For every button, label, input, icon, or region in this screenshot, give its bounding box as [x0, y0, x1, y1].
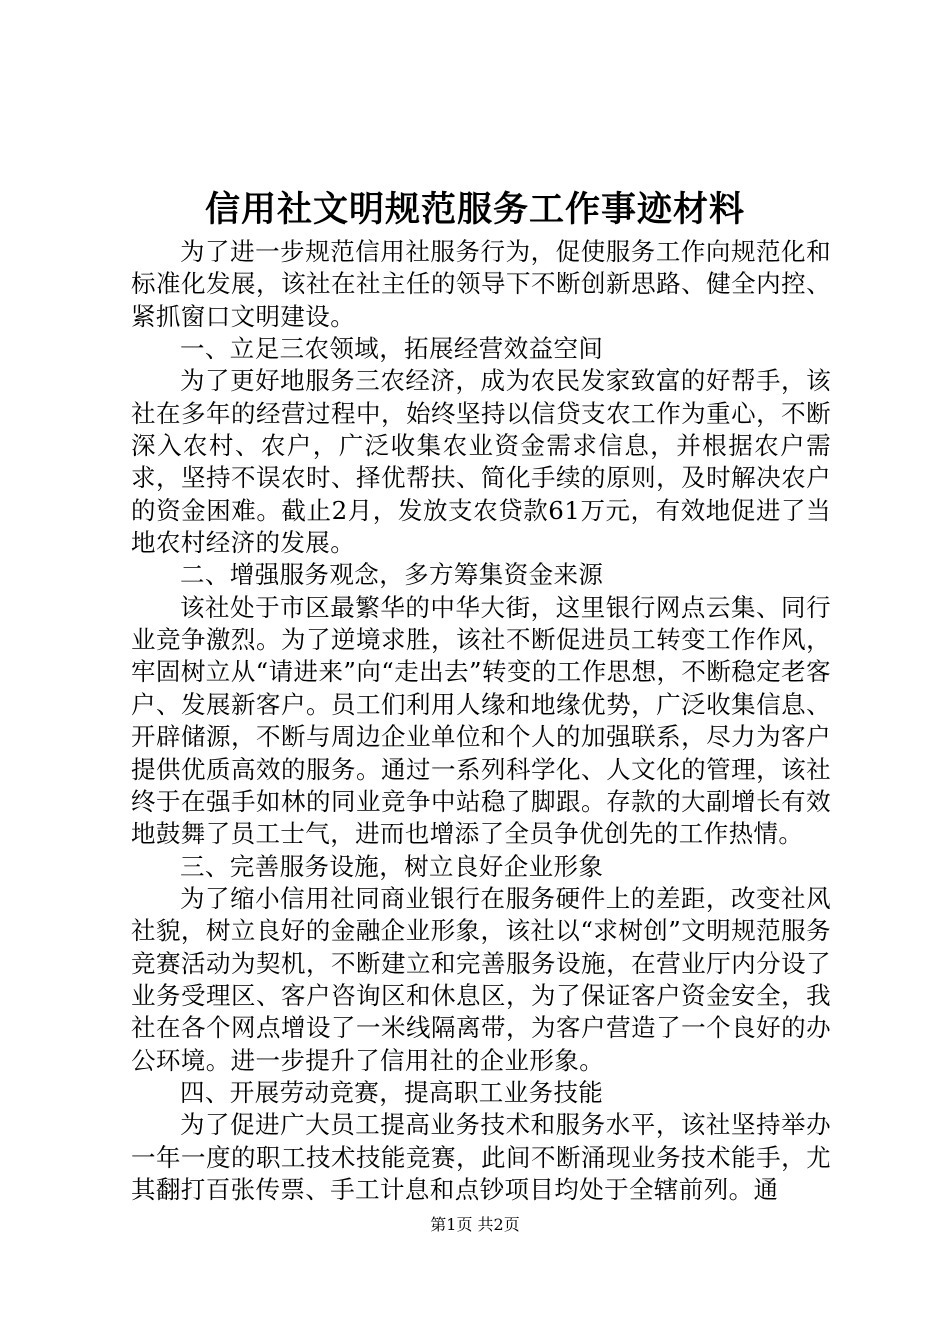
section-heading-4: 四、开展劳动竞赛，提高职工业务技能 — [180, 1077, 604, 1107]
document-body — [131, 236, 831, 1206]
page-number-footer: 第1页 共2页 — [430, 1215, 520, 1234]
section-paragraph-4: 为了促进广大员工提高业务技术和服务水平，该社坚持举办一年一度的职工技术技能竞赛，此间不断涌现业务技术能手，尤其翻打百张传票、手工计息和点钞项目均处于全辖前列。通 — [131, 1110, 831, 1204]
section-paragraph-3: 为了缩小信用社同商业银行在服务硬件上的差距，改变社风社貌，树立良好的金融企业形象，该社以“求树创”文明规范服务竞赛活动为契机，不断建立和完善服务设施，在营业厅内分设了业务受理区、客户咨询区和休息区，为了保证客户资金安全，我社在各个网点增设了一米线隔离带，为客户营造了一个良好的办公环境。进一步提升了信用社的企业形象。 — [131, 883, 831, 1075]
section-paragraph-1: 为了更好地服务三农经济，成为农民发家致富的好帮手，该社在多年的经营过程中，始终坚持以信贷支农工作为重心，不断深入农村、农户，广泛收集农业资金需求信息，并根据农户需求，坚持不误农时、择优帮扶、简化手续的原则，及时解决农户的资金困难。截止2月，发放支农贷款61万元，有效地促进了当地农村经济的发展。 — [131, 366, 831, 558]
section-heading-1: 一、立足三农领域，拓展经营效益空间 — [180, 334, 604, 364]
section-heading-2: 二、增强服务观念，多方筹集资金来源 — [180, 560, 604, 590]
intro-paragraph: 为了进一步规范信用社服务行为，促使服务工作向规范化和标准化发展，该社在社主任的领导下不断创新思路、健全内控、紧抓窗口文明建设。 — [131, 237, 831, 331]
section-paragraph-2: 该社处于市区最繁华的中华大街，这里银行网点云集、同行业竞争激烈。为了逆境求胜，该社不断促进员工转变工作作风，牢固树立从“请进来”向“走出去”转变的工作思想，不断稳定老客户、发展新客户。员工们利用人缘和地缘优势，广泛收集信息、开辟储源，不断与周边企业单位和个人的加强联系，尽力为客户提供优质高效的服务。通过一系列科学化、人文化的管理，该社终于在强手如林的同业竞争中站稳了脚跟。存款的大副增长有效地鼓舞了员工士气，进而也增添了全员争优创先的工作热情。 — [131, 592, 831, 849]
document-title: 信用社文明规范服务工作事迹材料 — [204, 189, 745, 230]
section-heading-3: 三、完善服务设施，树立良好企业形象 — [180, 851, 604, 881]
